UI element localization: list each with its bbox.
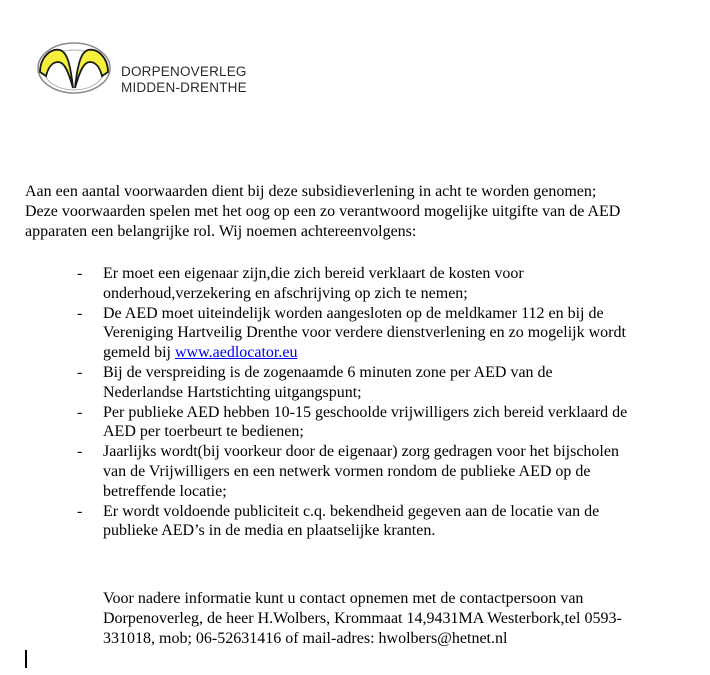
list-item-line: Jaarlijks wordt(bij voorkeur door de eigenaar) zorg gedragen voor het bijscholen: [103, 443, 619, 461]
aedlocator-link[interactable]: www.aedlocator.eu: [174, 344, 298, 362]
bullet-dash: -: [77, 265, 83, 282]
bullet-dash: -: [77, 502, 83, 520]
bullet-dash: -: [77, 403, 83, 421]
list-item-line: publieke AED’s in de media en plaatselijke kranten.: [103, 522, 436, 540]
dorpenoverleg-logo-icon: [36, 40, 112, 96]
list-item-line: Er wordt voldoende publiciteit c.q. bekendheid gegeven aan de locatie van de: [103, 502, 600, 520]
org-name-line2: MIDDEN-DRENTHE: [121, 80, 247, 95]
link-prefix: gemeld bij: [103, 344, 175, 362]
list-item-line: [103, 343, 710, 363]
intro-line: Deze voorwaarden spelen met het oog op een zo verantwoord mogelijke uitgifte van de AED: [25, 203, 621, 220]
list-item-line: De AED moet uiteindelijk worden aangesloten op de meldkamer 112 en bij de: [103, 304, 604, 322]
list-item-line: Vereniging Hartveilig Drenthe voor verdere dienstverlening en zo mogelijk wordt: [103, 324, 626, 342]
bullet-dash: -: [77, 443, 83, 461]
list-item-line: betreffende locatie;: [103, 482, 227, 500]
list-item: [0, 264, 710, 304]
list-item-line: Per publieke AED hebben 10-15 geschoolde vrijwilligers zich bereid verklaard de: [103, 403, 628, 421]
list-item-line: onderhoud,verzekering en afschrijving op zich te nemen;: [103, 284, 468, 302]
bullet-dash: -: [77, 363, 83, 381]
bullet-dash: -: [77, 304, 83, 322]
list-item-line: Nederlandse Hartstichting uitgangspunt;: [103, 383, 362, 401]
list-item: [0, 304, 710, 363]
conditions-list: [0, 264, 710, 541]
contact-line: Dorpenoverleg, de heer H.Wolbers, Krommaat 14,9431MA Westerbork,tel 0593-: [103, 610, 622, 627]
intro-paragraph: [25, 182, 705, 242]
logo: [36, 40, 112, 96]
text-cursor: [25, 650, 27, 668]
list-item-line: Bij de verspreiding is de zogenaamde 6 minuten zone per AED van de: [103, 363, 553, 381]
list-item-line: van de Vrijwilligers en een netwerk vormen rondom de publieke AED op de: [103, 462, 591, 480]
list-item-line: AED per toerbeurt te bedienen;: [103, 423, 304, 441]
list-item: [0, 363, 710, 403]
intro-line: apparaten een belangrijke rol. Wij noemen achtereenvolgens:: [25, 223, 417, 240]
organization-name: [121, 64, 247, 96]
list-item: [0, 442, 710, 501]
contact-line: Voor nadere informatie kunt u contact opnemen met de contactpersoon van: [103, 590, 584, 607]
intro-line: Aan een aantal voorwaarden dient bij deze subsidieverlening in acht te worden genomen;: [25, 183, 597, 200]
list-item: [0, 403, 710, 443]
list-item-line: Er moet een eigenaar zijn,die zich bereid verklaart de kosten voor: [103, 265, 524, 282]
list-item: [0, 502, 710, 542]
org-name-line1: DORPENOVERLEG: [121, 64, 247, 79]
contact-line: 331018, mob; 06-52631416 of mail-adres: hwolbers@hetnet.nl: [103, 630, 508, 647]
contact-paragraph: [103, 589, 703, 649]
